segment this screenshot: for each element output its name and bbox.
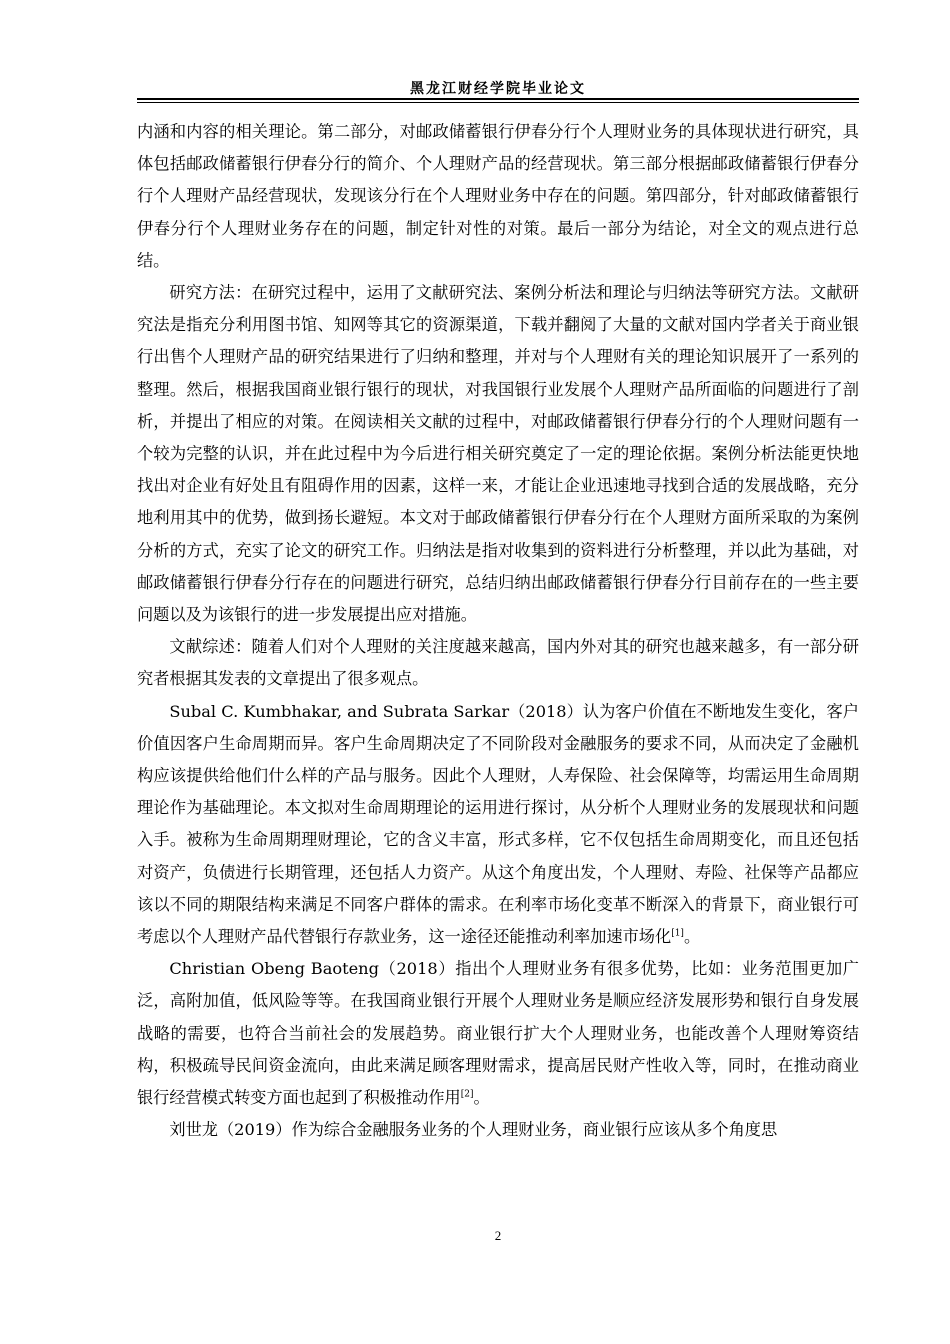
paragraph: 内涵和内容的相关理论。第二部分，对邮政储蓄银行伊春分行个人理财业务的具体现状进行研究，具体包括邮政储蓄银行伊春分行的简介、个人理财产品的经营现状。第三部分根据邮政储蓄银行伊春分行个人理财产品经营现状，发现该分行在个人理财业务中存在的问题。第四部分，针对邮政储蓄银行伊春分行个人理财业务存在的问题，制定针对性的对策。最后一部分为结论，对全文的观点进行总结。 — [137, 122, 859, 270]
running-header: 黑龙江财经学院毕业论文 — [410, 81, 586, 97]
paragraph: 文献综述：随着人们对个人理财的关注度越来越高，国内外对其的研究也越来越多，有一部分研究者根据其发表的文章提出了很多观点。 — [137, 637, 859, 689]
paragraph: 研究方法：在研究过程中，运用了文献研究法、案例分析法和理论与归纳法等研究方法。文献研究法是指充分利用图书馆、知网等其它的资源渠道，下载并翻阅了大量的文献对国内学者关于商业银行出售个人理财产品的研究结果进行了归纳和整理，并对与个人理财有关的理论知识展开了一系列的整理。然后，根据我国商业银行银行的现状，对我国银行业发展个人理财产品所面临的问题进行了剖析，并提出了相应的对策。在阅读相关文献的过程中，对邮政储蓄银行伊春分行的个人理财问题有一个较为完整的认识，并在此过程中为今后进行相关研究奠定了一定的理论依据。案例分析法能更快地找出对企业有好处且有阻碍作用的因素，这样一来，才能让企业迅速地寻找到合适的发展战略，充分地利用其中的优势，做到扬长避短。本文对于邮政储蓄银行伊春分行在个人理财方面所采取的为案例分析的方式，充实了论文的研究工作。归纳法是指对收集到的资料进行分析整理，并以此为基础，对邮政储蓄银行伊春分行存在的问题进行研究，总结归纳出邮政储蓄银行伊春分行目前存在的一些主要问题以及为该银行的进一步发展提出应对措施。 — [137, 283, 859, 625]
citation-ref: [1] — [671, 928, 684, 939]
header-rule — [137, 98, 859, 103]
paragraph: Christian Obeng Baoteng（2018）指出个人理财业务有很多优势，比如：业务范围更加广泛，高附加值，低风险等等。在我国商业银行开展个人理财业务是顺应经济发展形势和银行自身发展战略的需要，也符合当前社会的发展趋势。商业银行扩大个人理财业务，也能改善个人理财筹资结构，积极疏导民间资金流向，由此来满足顾客理财需求，提高居民财产性收入等，同时，在推动商业银行经营模式转变方面也起到了积极推动作用[2]。 — [137, 959, 859, 1108]
paragraph: 刘世龙（2019）作为综合金融服务业务的个人理财业务，商业银行应该从多个角度思 — [169, 1120, 778, 1140]
page-number: 2 — [494, 1228, 502, 1243]
body-text — [137, 116, 859, 1147]
citation-ref: [2] — [460, 1089, 474, 1100]
paragraph: Subal C. Kumbhakar, and Subrata Sarkar（2018）认为客户价值在不断地发生变化，客户价值因客户生命周期而异。客户生命周期决定了不同阶段对金融服务的要求不同，从而决定了金融机构应该提供给他们什么样的产品与服务。因此个人理财，人寿保险、社会保障等，均需运用生命周期理论作为基础理论。本文拟对生命周期理论的运用进行探讨，从分析个人理财业务的发展现状和问题入手。被称为生命周期理财理论，它的含义丰富，形式多样，它不仅包括生命周期变化，而且还包括对资产，负债进行长期管理，还包括人力资产。从这个角度出发，个人理财、寿险、社保等产品都应该以不同的期限结构来满足不同客户群体的需求。在利率市场化变革不断深入的背景下，商业银行可考虑以个人理财产品代替银行存款业务，这一途径还能推动利率加速市场化[1]。 — [137, 701, 859, 947]
